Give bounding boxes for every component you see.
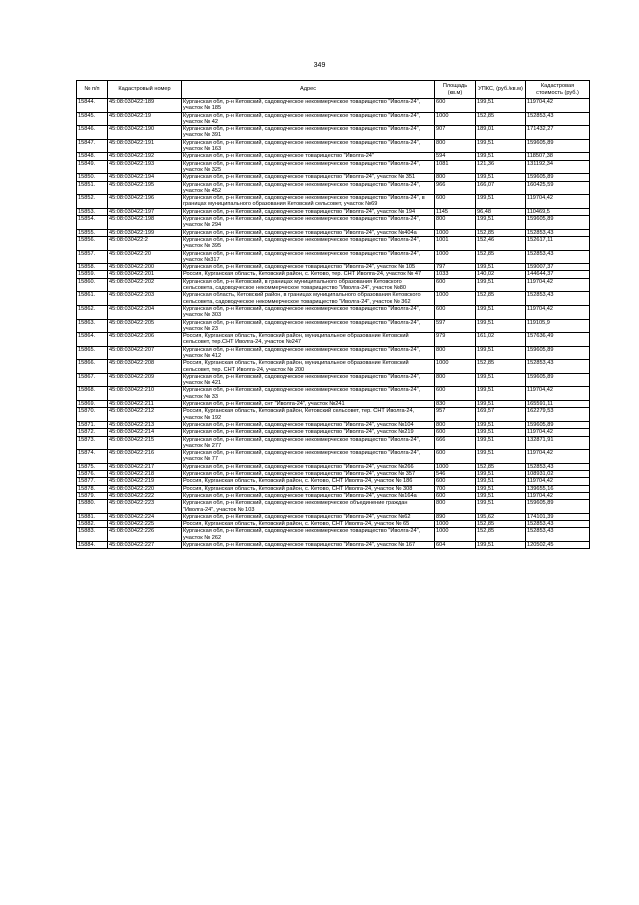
cadastral-number: 45:08:030422:214: [108, 429, 182, 436]
area: 600: [435, 99, 476, 113]
upks: 199,51: [476, 492, 526, 499]
upks: 199,51: [476, 478, 526, 485]
cadastral-number: 45:08:030422:194: [108, 174, 182, 181]
address: Курганская обл, р-н Кетовский, садоводческое товарищество "Иволга-24", участок № 194: [182, 208, 435, 215]
cadastral-cost: 119704,42: [526, 478, 590, 485]
area: 1000: [435, 229, 476, 236]
cadastral-number: 45:08:030422:223: [108, 500, 182, 514]
row-number: 15852.: [77, 195, 108, 209]
area: 1000: [435, 528, 476, 542]
table-row: [77, 513, 590, 520]
table-row: [77, 333, 590, 347]
upks: 152,85: [476, 250, 526, 264]
upks: 199,51: [476, 346, 526, 360]
cadastral-number: 45:08:030422:203: [108, 292, 182, 306]
cadastral-number: 45:08:030422:202: [108, 278, 182, 292]
table-row: [77, 160, 590, 174]
cadastral-cost: 159605,89: [526, 174, 590, 181]
area: 966: [435, 181, 476, 195]
table-row: [77, 436, 590, 450]
row-number: 15874.: [77, 450, 108, 464]
header-upks: УПКС, (руб./кв.м): [476, 81, 526, 99]
area: 600: [435, 278, 476, 292]
address: Россия, Курганская область, Кетовский район, с. Кетово, СНТ Иволга-24, участок № 65: [182, 521, 435, 528]
row-number: 15872.: [77, 429, 108, 436]
row-number: 15873.: [77, 436, 108, 450]
cadastral-cost: 159007,37: [526, 264, 590, 271]
upks: 152,85: [476, 360, 526, 374]
table-row: [77, 421, 590, 428]
cadastral-number: 45:08:030422:227: [108, 542, 182, 549]
row-number: 15854.: [77, 216, 108, 230]
upks: 199,51: [476, 373, 526, 387]
row-number: 15851.: [77, 181, 108, 195]
table-row: [77, 292, 590, 306]
row-number: 15853.: [77, 208, 108, 215]
table-row: [77, 500, 590, 514]
cadastral-number: 45:08:030422:196: [108, 195, 182, 209]
row-number: 15881.: [77, 513, 108, 520]
upks: 199,51: [476, 500, 526, 514]
row-number: 15846.: [77, 126, 108, 140]
area: 600: [435, 450, 476, 464]
cadastral-cost: 152853,43: [526, 360, 590, 374]
address: Курганская обл, р-н Кетовский, садоводческое некоммерческое товарищество "Иволга-24", участок № 325: [182, 160, 435, 174]
upks: 152,46: [476, 236, 526, 250]
cadastral-number: 45:08:030422:220: [108, 485, 182, 492]
row-number: 15855.: [77, 229, 108, 236]
upks: 199,51: [476, 174, 526, 181]
cadastral-cost: 159605,89: [526, 139, 590, 153]
address: Курганская обл, р-н Кетовский, садоводческое некоммерческое товарищество "Иволга-24", участок № 77: [182, 450, 435, 464]
address: Россия, Курганская область, Кетовский район, с. Кетово, СНТ Иволга-24, участок № 308: [182, 485, 435, 492]
row-number: 15845.: [77, 112, 108, 126]
upks: 152,85: [476, 229, 526, 236]
area: 800: [435, 346, 476, 360]
row-number: 15870.: [77, 408, 108, 422]
cadastral-number: 45:08:030422:190: [108, 126, 182, 140]
row-number: 15860.: [77, 278, 108, 292]
address: Курганская обл, р-н Кетовский, в границах муниципального образования Кетовского сельсовета, садоводческое некоммерческое товарищество "Иволга-24", участок №80: [182, 278, 435, 292]
area: 800: [435, 174, 476, 181]
row-number: 15847.: [77, 139, 108, 153]
cadastral-cost: 119704,42: [526, 429, 590, 436]
row-number: 15868.: [77, 387, 108, 401]
cadastral-cost: 132871,91: [526, 436, 590, 450]
address: Курганская область, Кетовский район, в границах муниципального образования Кетовского сельсовета, садоводческое некоммерческое товарищество "Иволга-24", участок № 362: [182, 292, 435, 306]
area: 594: [435, 153, 476, 160]
cadastral-number: 45:08:030422:224: [108, 513, 182, 520]
upks: 152,85: [476, 521, 526, 528]
address: Курганская обл, р-н Кетовский, садоводческое некоммерческое товарищество "Иволга-24", участок № 23: [182, 319, 435, 333]
area: 797: [435, 264, 476, 271]
cadastral-cost: 152853,43: [526, 229, 590, 236]
area: 800: [435, 373, 476, 387]
table-row: [77, 542, 590, 549]
page-number: 349: [313, 62, 326, 69]
row-number: 15857.: [77, 250, 108, 264]
row-number: 15878.: [77, 485, 108, 492]
area: 907: [435, 126, 476, 140]
row-number: 15879.: [77, 492, 108, 499]
area: 1000: [435, 292, 476, 306]
row-number: 15844.: [77, 99, 108, 113]
cadastral-number: 45:08:030422:225: [108, 521, 182, 528]
cadastral-cost: 131192,34: [526, 160, 590, 174]
cadastral-number: 45:08:030422:197: [108, 208, 182, 215]
table-row: [77, 216, 590, 230]
upks: 199,51: [476, 429, 526, 436]
row-number: 15858.: [77, 264, 108, 271]
cadastral-number: 45:08:030422:213: [108, 421, 182, 428]
table-row: [77, 112, 590, 126]
address: Курганская обл, р-н Кетовский, садоводческое некоммерческое объединение граждан "Иволга-24", участок № 103: [182, 500, 435, 514]
table-row: [77, 360, 590, 374]
table-row: [77, 521, 590, 528]
area: 700: [435, 485, 476, 492]
cadastral-cost: 119704,42: [526, 492, 590, 499]
address: Россия, Курганская область, Кетовский район, с. Кетово, СНТ Иволга-24, участок № 186: [182, 478, 435, 485]
area: 1000: [435, 521, 476, 528]
upks: 189,01: [476, 126, 526, 140]
area: 600: [435, 305, 476, 319]
area: 1000: [435, 360, 476, 374]
upks: 199,51: [476, 436, 526, 450]
cadastral-cost: 159605,89: [526, 373, 590, 387]
cadastral-cost: 139655,16: [526, 485, 590, 492]
area: 600: [435, 492, 476, 499]
area: 1000: [435, 463, 476, 470]
upks: 199,51: [476, 471, 526, 478]
area: 1001: [435, 236, 476, 250]
area: 597: [435, 319, 476, 333]
address: Курганская обл, р-н Кетовский, садоводческое некоммерческое товарищество "Иволга-24", участок № 303: [182, 305, 435, 319]
upks: 199,51: [476, 485, 526, 492]
cadastral-number: 45:08:030422:193: [108, 160, 182, 174]
upks: 199,51: [476, 264, 526, 271]
row-number: 15856.: [77, 236, 108, 250]
row-number: 15882.: [77, 521, 108, 528]
table-row: [77, 429, 590, 436]
table-row: [77, 174, 590, 181]
row-number: 15880.: [77, 500, 108, 514]
address: Курганская обл, р-н Кетовский, садоводческое товарищество "Иволга-24": [182, 153, 435, 160]
cadastral-number: 45:08:030422:201: [108, 271, 182, 278]
cadastral-cost: 160425,59: [526, 181, 590, 195]
cadastral-cost: 119704,42: [526, 387, 590, 401]
upks: 169,57: [476, 408, 526, 422]
cadastral-number: 45:08:030422:208: [108, 360, 182, 374]
upks: 166,07: [476, 181, 526, 195]
header-num: № п/п: [77, 81, 108, 99]
cadastral-cost: 152853,43: [526, 250, 590, 264]
upks: 199,51: [476, 387, 526, 401]
table-row: [77, 153, 590, 160]
table-row: [77, 195, 590, 209]
cadastral-number: 45:08:030422:216: [108, 450, 182, 464]
upks: 199,51: [476, 153, 526, 160]
area: 800: [435, 139, 476, 153]
cadastral-cost: 162279,53: [526, 408, 590, 422]
table-row: [77, 450, 590, 464]
address: Курганская обл, р-н Кетовский, садоводческое некоммерческое товарищество "Иволга-24", участок № 33: [182, 387, 435, 401]
area: 800: [435, 421, 476, 428]
area: 604: [435, 542, 476, 549]
upks: 199,51: [476, 99, 526, 113]
cadastral-number: 45:08:030422:211: [108, 401, 182, 408]
area: 830: [435, 401, 476, 408]
upks: 140,02: [476, 271, 526, 278]
table-row: [77, 181, 590, 195]
area: 800: [435, 500, 476, 514]
cadastral-number: 45:08:030422:212: [108, 408, 182, 422]
cadastral-cost: 152853,43: [526, 112, 590, 126]
header-address: Адрес: [182, 81, 435, 99]
table-row: [77, 387, 590, 401]
row-number: 15877.: [77, 478, 108, 485]
address: Курганская обл, р-н Кетовский, садоводческое некоммерческое товарищество "Иволга-24", участок № 277: [182, 436, 435, 450]
area: 546: [435, 471, 476, 478]
address: Россия, Курганская область, Кетовский район, с. Кетово, тер. СНТ Иволга-24, участок № 47: [182, 271, 435, 278]
cadastral-number: 45:08:030422:204: [108, 305, 182, 319]
table-row: [77, 319, 590, 333]
table-row: [77, 271, 590, 278]
cadastral-cost: 110469,5: [526, 208, 590, 215]
cadastral-cost: 120502,45: [526, 542, 590, 549]
cadastral-number: 45:08:030422:207: [108, 346, 182, 360]
cadastral-cost: 157636,49: [526, 333, 590, 347]
row-number: 15849.: [77, 160, 108, 174]
cadastral-cost: 119704,42: [526, 99, 590, 113]
cadastral-number: 45:08:030422:199: [108, 229, 182, 236]
row-number: 15864.: [77, 333, 108, 347]
row-number: 15861.: [77, 292, 108, 306]
upks: 152,85: [476, 112, 526, 126]
table-row: [77, 305, 590, 319]
table-row: [77, 471, 590, 478]
table-body: [77, 99, 590, 549]
address: Россия, Курганская область, Кетовский район, Кетовский сельсовет, тер. СНТ Иволга-24, участок № 192: [182, 408, 435, 422]
upks: 121,36: [476, 160, 526, 174]
cadastral-cost: 159605,89: [526, 500, 590, 514]
table-row: [77, 401, 590, 408]
row-number: 15884.: [77, 542, 108, 549]
cadastral-cost: 152853,43: [526, 463, 590, 470]
address: Курганская обл, р-н Кетовский, садоводческое некоммерческое товарищество "Иволга-24", участок № 262: [182, 528, 435, 542]
upks: 199,51: [476, 216, 526, 230]
cadastral-cost: 152617,11: [526, 236, 590, 250]
address: Курганская обл, р-н Кетовский, садоводческое товарищество "Иволга-24", участок №164а: [182, 492, 435, 499]
area: 600: [435, 195, 476, 209]
row-number: 15866.: [77, 360, 108, 374]
cadastral-number: 45:08:030422:19: [108, 112, 182, 126]
row-number: 15862.: [77, 305, 108, 319]
cadastral-cost: 119105,9: [526, 319, 590, 333]
row-number: 15871.: [77, 421, 108, 428]
cadastral-cost: 108931,02: [526, 471, 590, 478]
row-number: 15867.: [77, 373, 108, 387]
row-number: 15875.: [77, 463, 108, 470]
address: Курганская обл, р-н Кетовский, садоводческое товарищество "Иволга-24", участок № 167: [182, 542, 435, 549]
address: Курганская обл, р-н Кетовский, садоводческое некоммерческое товарищество "Иволга-24", участок № 163: [182, 139, 435, 153]
upks: 199,51: [476, 450, 526, 464]
cadastral-number: 45:08:030422:192: [108, 153, 182, 160]
table-row: [77, 139, 590, 153]
area: 1033: [435, 271, 476, 278]
cadastral-cost: 119704,42: [526, 450, 590, 464]
table-header-row: [77, 81, 590, 99]
cadastral-cost: 159605,89: [526, 346, 590, 360]
upks: 199,51: [476, 542, 526, 549]
upks: 199,51: [476, 139, 526, 153]
upks: 96,48: [476, 208, 526, 215]
cadastral-cost: 119704,42: [526, 305, 590, 319]
table-row: [77, 264, 590, 271]
upks: 199,51: [476, 195, 526, 209]
cadastral-cost: 159605,89: [526, 216, 590, 230]
area: 979: [435, 333, 476, 347]
address: Курганская обл, р-н Кетовский, садоводческое некоммерческое товарищество "Иволга-24", участок № 42: [182, 112, 435, 126]
table-row: [77, 478, 590, 485]
cadastral-number: 45:08:030422:215: [108, 436, 182, 450]
row-number: 15876.: [77, 471, 108, 478]
address: Курганская обл, р-н Кетовский, садоводческое товарищество "Иволга-24", участок № 105: [182, 264, 435, 271]
cadastral-number: 45:08:030422:20: [108, 250, 182, 264]
row-number: 15865.: [77, 346, 108, 360]
address: Курганская обл, р-н Кетовский, садоводческое некоммерческое товарищество "Иволга-24", участок №317: [182, 250, 435, 264]
cadastral-number: 45:08:030422:200: [108, 264, 182, 271]
address: Курганская обл, р-н Кетовский, снт "Иволга-24", участок №241: [182, 401, 435, 408]
table-row: [77, 463, 590, 470]
area: 957: [435, 408, 476, 422]
row-number: 15863.: [77, 319, 108, 333]
upks: 161,02: [476, 333, 526, 347]
area: 1000: [435, 112, 476, 126]
area: 1145: [435, 208, 476, 215]
cadastral-cost: 174101,39: [526, 513, 590, 520]
table-row: [77, 236, 590, 250]
cadastral-number: 45:08:030422:218: [108, 471, 182, 478]
cadastral-number: 45:08:030422:210: [108, 387, 182, 401]
header-cost: Кадастровая стоимость (руб.): [526, 81, 590, 99]
cadastral-number: 45:08:030422:195: [108, 181, 182, 195]
address: Курганская обл, р-н Кетовский, садоводческое товарищество "Иволга-24", участок №104: [182, 421, 435, 428]
cadastral-number: 45:08:030422:217: [108, 463, 182, 470]
upks: 199,51: [476, 278, 526, 292]
table-row: [77, 528, 590, 542]
row-number: 15883.: [77, 528, 108, 542]
row-number: 15859.: [77, 271, 108, 278]
area: 600: [435, 387, 476, 401]
address: Курганская обл, р-н Кетовский, садоводческое некоммерческое товарищество "Иволга-24", в границах муниципального образования Кетовский сельсовет, участок №69: [182, 195, 435, 209]
table-row: [77, 208, 590, 215]
cadastral-table: [76, 80, 590, 549]
cadastral-cost: 152853,43: [526, 528, 590, 542]
address: Курганская обл, р-н Кетовский, садоводческое товарищество "Иволга-24", участок № 357: [182, 471, 435, 478]
table-row: [77, 99, 590, 113]
table-row: [77, 278, 590, 292]
cadastral-number: 45:08:030422:226: [108, 528, 182, 542]
address: Курганская обл, р-н Кетовский, садоводческое некоммерческое товарищество "Иволга-24", участок № 185: [182, 99, 435, 113]
header-area: Площадь (кв.м): [435, 81, 476, 99]
area: 890: [435, 513, 476, 520]
area: 800: [435, 216, 476, 230]
upks: 152,85: [476, 463, 526, 470]
upks: 199,51: [476, 319, 526, 333]
cadastral-cost: 119704,42: [526, 195, 590, 209]
area: 1000: [435, 250, 476, 264]
upks: 195,62: [476, 513, 526, 520]
table-row: [77, 126, 590, 140]
cadastral-number: 45:08:030422:219: [108, 478, 182, 485]
address: Курганская обл, р-н Кетовский, садоводческое товарищество "Иволга-24", участок № 351: [182, 174, 435, 181]
cadastral-number: 45:08:030422:191: [108, 139, 182, 153]
cadastral-cost: 159605,89: [526, 421, 590, 428]
cadastral-cost: 118507,38: [526, 153, 590, 160]
table-row: [77, 250, 590, 264]
area: 1081: [435, 160, 476, 174]
cadastral-number: 45:08:030422:2: [108, 236, 182, 250]
address: Курганская обл, р-н Кетовский, садоводческое некоммерческое товарищество "Иволга-24", участок № 452: [182, 181, 435, 195]
address: Курганская обл, р-н Кетовский, садоводческое товарищество "Иволга-24", участок №266: [182, 463, 435, 470]
row-number: 15848.: [77, 153, 108, 160]
address: Россия, Курганская область, Кетовский район, муниципальное образование Кетовский сельсовет, тер. СНТ Иволга-24, участок № 200: [182, 360, 435, 374]
row-number: 15850.: [77, 174, 108, 181]
address: Курганская обл, р-н Кетовский, садоводческое некоммерческое товарищество "Иволга-24", участок № 391: [182, 126, 435, 140]
address: Курганская обл, р-н Кетовский, садоводческое некоммерческое товарищество "Иволга-24", участок № 412: [182, 346, 435, 360]
row-number: 15869.: [77, 401, 108, 408]
cadastral-number: 45:08:030422:206: [108, 333, 182, 347]
address: Курганская обл, р-н Кетовский, садоводческое товарищество "Иволга-24", участок №219: [182, 429, 435, 436]
cadastral-cost: 152853,43: [526, 521, 590, 528]
address: Курганская обл, р-н Кетовский, садоводческое некоммерческое товарищество "Иволга-24", участок № 421: [182, 373, 435, 387]
table-row: [77, 373, 590, 387]
cadastral-number: 45:08:030422:189: [108, 99, 182, 113]
table-row: [77, 408, 590, 422]
cadastral-number: 45:08:030422:209: [108, 373, 182, 387]
table-row: [77, 485, 590, 492]
header-cadastral-number: Кадастровый номер: [108, 81, 182, 99]
upks: 199,51: [476, 421, 526, 428]
area: 600: [435, 478, 476, 485]
area: 666: [435, 436, 476, 450]
cadastral-cost: 119704,42: [526, 278, 590, 292]
cadastral-cost: 152853,43: [526, 292, 590, 306]
cadastral-number: 45:08:030422:198: [108, 216, 182, 230]
address: Курганская обл, р-н Кетовский, садоводческое некоммерческое товарищество "Иволга-24", участок № 395: [182, 236, 435, 250]
upks: 199,51: [476, 305, 526, 319]
address: Курганская обл, р-н Кетовский, садоводческое некоммерческое товарищество "Иволга-24", участок № 294: [182, 216, 435, 230]
cadastral-number: 45:08:030422:205: [108, 319, 182, 333]
address: Курганская обл, р-н Кетовский, садоводческое товарищество "Иволга-24", участок №62: [182, 513, 435, 520]
cadastral-cost: 144644,37: [526, 271, 590, 278]
table-row: [77, 346, 590, 360]
cadastral-cost: 165591,11: [526, 401, 590, 408]
table-row: [77, 229, 590, 236]
table-row: [77, 492, 590, 499]
upks: 152,85: [476, 292, 526, 306]
area: 600: [435, 429, 476, 436]
address: Россия, Курганская область, Кетовский район, муниципальное образование Кетовский сельсовет, тер.СНТ Иволга-24, участок №247: [182, 333, 435, 347]
address: Курганская обл, р-н Кетовский, садоводческое товарищество "Иволга-24", участок №404а: [182, 229, 435, 236]
upks: 152,85: [476, 528, 526, 542]
upks: 199,51: [476, 401, 526, 408]
cadastral-number: 45:08:030422:222: [108, 492, 182, 499]
cadastral-cost: 171432,27: [526, 126, 590, 140]
